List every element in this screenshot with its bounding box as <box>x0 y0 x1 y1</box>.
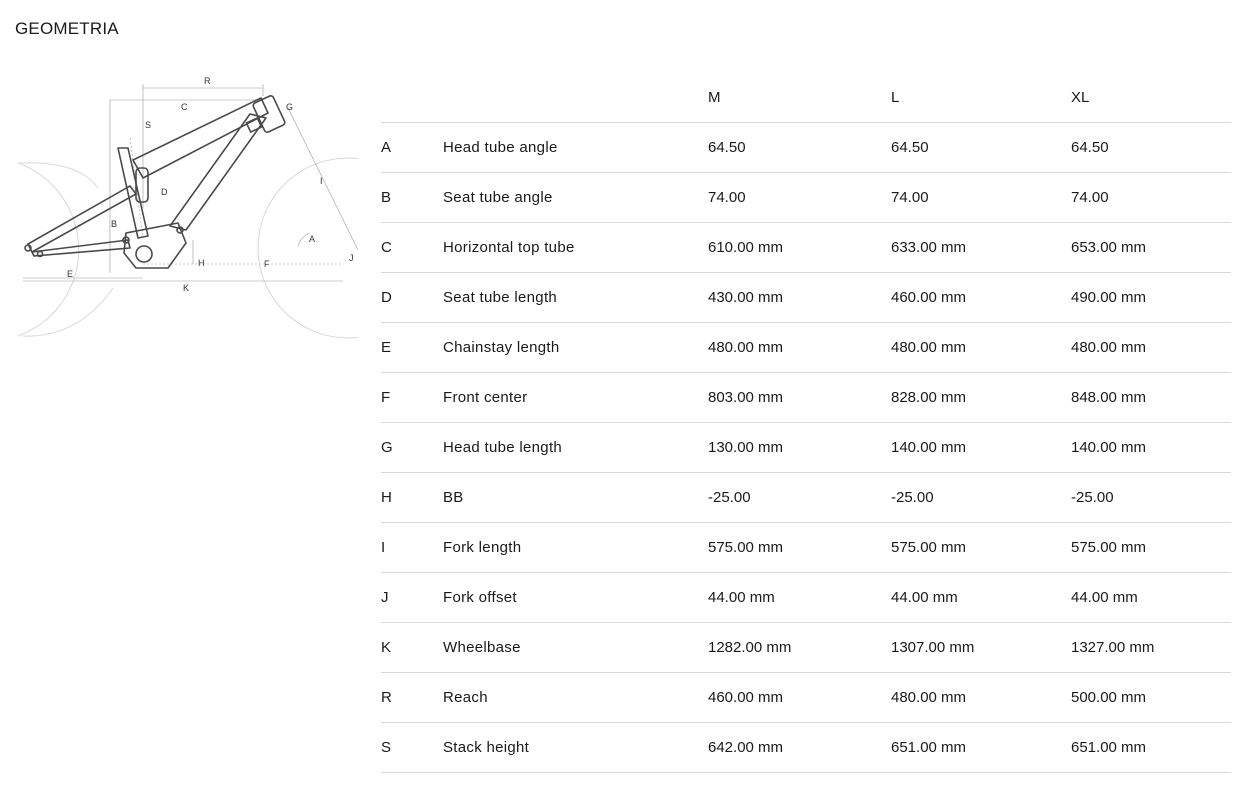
label-a: A <box>309 234 316 244</box>
row-label: Wheelbase <box>443 623 708 673</box>
row-value-l: 828.00 mm <box>891 373 1071 423</box>
row-value-l: 460.00 mm <box>891 273 1071 323</box>
row-label: Front center <box>443 373 708 423</box>
label-s: S <box>145 120 152 130</box>
row-value-m: 610.00 mm <box>708 223 891 273</box>
label-d: D <box>161 187 168 197</box>
row-value-l: 575.00 mm <box>891 523 1071 573</box>
column-header-l: L <box>891 72 1071 123</box>
row-value-m: 480.00 mm <box>708 323 891 373</box>
table-row <box>381 523 1231 573</box>
label-i: I <box>320 176 323 186</box>
row-value-xl: 480.00 mm <box>1071 323 1231 373</box>
row-value-m: 575.00 mm <box>708 523 891 573</box>
column-header-code <box>381 72 443 123</box>
row-label: Head tube length <box>443 423 708 473</box>
row-code: R <box>381 673 443 723</box>
table-row <box>381 273 1231 323</box>
row-value-l: 44.00 mm <box>891 573 1071 623</box>
row-label: Stack height <box>443 723 708 773</box>
row-value-l: 1307.00 mm <box>891 623 1071 673</box>
row-value-l: -25.00 <box>891 473 1071 523</box>
geometry-diagram <box>18 68 358 343</box>
row-value-xl: 500.00 mm <box>1071 673 1231 723</box>
label-j: J <box>349 253 354 263</box>
row-code: S <box>381 723 443 773</box>
row-code: D <box>381 273 443 323</box>
seat-stay <box>28 186 136 252</box>
row-value-m: -25.00 <box>708 473 891 523</box>
table-header-row <box>381 72 1231 123</box>
row-code: I <box>381 523 443 573</box>
row-value-m: 130.00 mm <box>708 423 891 473</box>
rear-wheel-arc <box>18 163 98 188</box>
label-b: B <box>111 219 118 229</box>
rear-wheel-bottom <box>23 288 113 336</box>
row-value-l: 74.00 <box>891 173 1071 223</box>
row-value-xl: 1327.00 mm <box>1071 623 1231 673</box>
label-r: R <box>204 76 211 86</box>
row-value-xl: 848.00 mm <box>1071 373 1231 423</box>
row-code: C <box>381 223 443 273</box>
chainring <box>136 246 152 262</box>
table-row <box>381 673 1231 723</box>
row-value-xl: 140.00 mm <box>1071 423 1231 473</box>
row-label: Horizontal top tube <box>443 223 708 273</box>
row-code: G <box>381 423 443 473</box>
geometry-table-body <box>381 123 1231 773</box>
row-code: F <box>381 373 443 423</box>
row-value-xl: 64.50 <box>1071 123 1231 173</box>
row-value-m: 64.50 <box>708 123 891 173</box>
page-title: GEOMETRIA <box>15 19 119 38</box>
row-label: Fork offset <box>443 573 708 623</box>
row-code: A <box>381 123 443 173</box>
row-value-xl: 651.00 mm <box>1071 723 1231 773</box>
row-label: BB <box>443 473 708 523</box>
row-value-m: 460.00 mm <box>708 673 891 723</box>
table-row <box>381 173 1231 223</box>
row-label: Seat tube angle <box>443 173 708 223</box>
label-g: G <box>286 102 294 112</box>
row-value-m: 803.00 mm <box>708 373 891 423</box>
bike-frame <box>25 95 286 268</box>
chain-stay <box>32 240 130 256</box>
row-value-xl: 575.00 mm <box>1071 523 1231 573</box>
column-header-label <box>443 72 708 123</box>
row-value-m: 430.00 mm <box>708 273 891 323</box>
column-header-m: M <box>708 72 891 123</box>
row-code: K <box>381 623 443 673</box>
row-label: Fork length <box>443 523 708 573</box>
column-header-xl: XL <box>1071 72 1231 123</box>
row-value-l: 64.50 <box>891 123 1071 173</box>
row-value-xl: -25.00 <box>1071 473 1231 523</box>
table-row <box>381 123 1231 173</box>
label-k: K <box>183 283 190 293</box>
row-label: Reach <box>443 673 708 723</box>
label-e: E <box>67 269 74 279</box>
row-value-l: 480.00 mm <box>891 323 1071 373</box>
table-row <box>381 323 1231 373</box>
row-label: Seat tube length <box>443 273 708 323</box>
label-f: F <box>264 259 270 269</box>
label-h: H <box>198 258 205 268</box>
row-value-m: 74.00 <box>708 173 891 223</box>
dimension-lines <box>23 84 358 281</box>
table-row <box>381 473 1231 523</box>
row-code: B <box>381 173 443 223</box>
row-value-xl: 44.00 mm <box>1071 573 1231 623</box>
geometry-table <box>381 72 1231 773</box>
row-code: H <box>381 473 443 523</box>
row-value-xl: 490.00 mm <box>1071 273 1231 323</box>
row-label: Head tube angle <box>443 123 708 173</box>
row-value-m: 642.00 mm <box>708 723 891 773</box>
row-label: Chainstay length <box>443 323 708 373</box>
rear-shock <box>136 168 148 202</box>
table-row <box>381 723 1231 773</box>
table-row <box>381 223 1231 273</box>
row-value-l: 480.00 mm <box>891 673 1071 723</box>
row-value-l: 140.00 mm <box>891 423 1071 473</box>
table-row <box>381 623 1231 673</box>
row-value-l: 633.00 mm <box>891 223 1071 273</box>
table-row <box>381 423 1231 473</box>
row-value-xl: 653.00 mm <box>1071 223 1231 273</box>
row-value-m: 1282.00 mm <box>708 623 891 673</box>
top-tube <box>133 98 268 178</box>
row-value-l: 651.00 mm <box>891 723 1071 773</box>
row-value-xl: 74.00 <box>1071 173 1231 223</box>
label-c: C <box>181 102 188 112</box>
table-row <box>381 373 1231 423</box>
row-value-m: 44.00 mm <box>708 573 891 623</box>
row-code: J <box>381 573 443 623</box>
front-wheel-outline <box>258 158 358 338</box>
table-row <box>381 573 1231 623</box>
row-code: E <box>381 323 443 373</box>
